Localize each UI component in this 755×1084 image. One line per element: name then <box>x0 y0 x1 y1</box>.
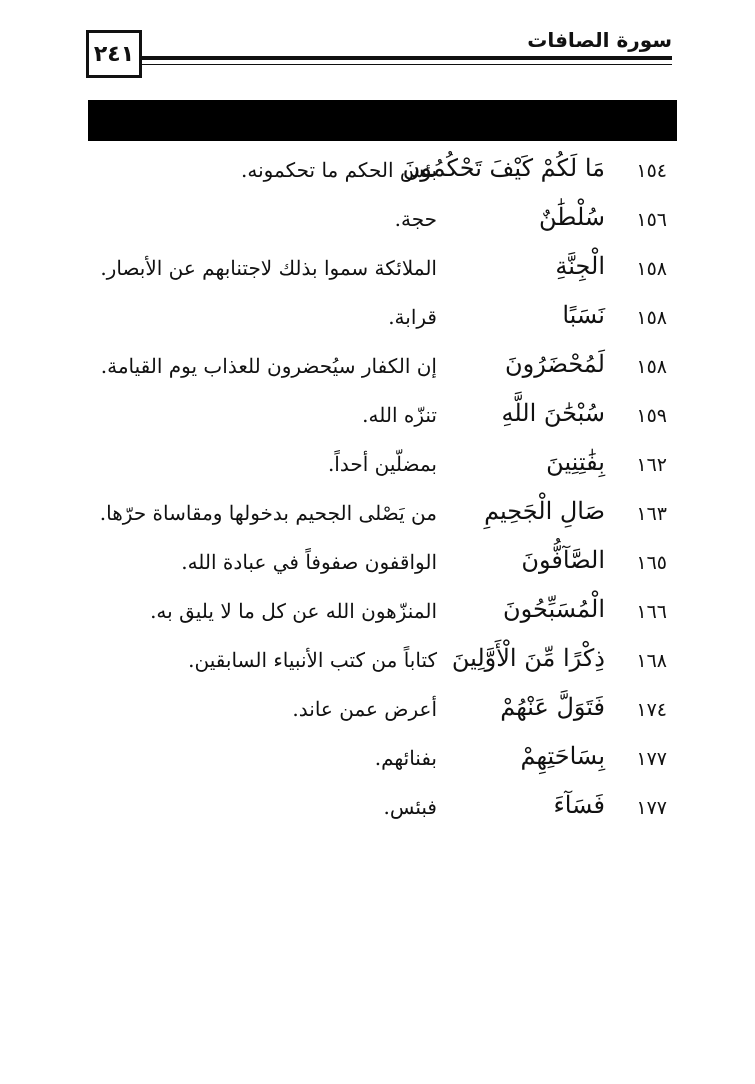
word-meaning: الواقفون صفوفاً في عبادة الله. <box>181 550 437 574</box>
word-meaning: بمضلّين أحداً. <box>327 452 437 476</box>
verse-number: ١٥٦ <box>636 209 667 231</box>
page-number-box <box>86 30 142 78</box>
list-item <box>0 542 755 591</box>
quran-word: بِسَاحَتِهِمْ <box>520 742 605 770</box>
quran-word: صَالِ الْجَحِيمِ <box>484 497 605 525</box>
header-rule-thick <box>136 56 672 60</box>
quran-word: فَتَوَلَّ عَنْهُمْ <box>500 693 605 721</box>
quran-word: سُلْطَٰنٌ <box>538 203 605 231</box>
word-meaning: فبئس. <box>383 795 437 819</box>
list-item <box>0 640 755 689</box>
word-meaning: الملائكة سموا بذلك لاجتنابهم عن الأبصار. <box>100 256 437 280</box>
word-meaning: قرابة. <box>388 305 437 329</box>
quran-word: نَسَبًا <box>562 301 605 329</box>
list-item <box>0 444 755 493</box>
list-item <box>0 395 755 444</box>
list-item <box>0 738 755 787</box>
list-item <box>0 493 755 542</box>
word-meaning: أعرض عمن عاند. <box>292 697 437 721</box>
verse-number: ١٥٤ <box>636 160 667 182</box>
quran-word: الْجِنَّةِ <box>555 252 605 280</box>
verse-number: ١٦٥ <box>636 552 667 574</box>
list-item <box>0 248 755 297</box>
verse-number: ١٦٨ <box>636 650 667 672</box>
page-number: ٢٤١ <box>93 41 135 67</box>
quran-word: الْمُسَبِّحُونَ <box>502 595 605 623</box>
header-rule-thin <box>136 64 672 65</box>
list-item <box>0 787 755 836</box>
word-meaning: بئس الحكم ما تحكمونه. <box>241 158 437 182</box>
list-item <box>0 199 755 248</box>
verse-number: ١٧٧ <box>636 748 667 770</box>
word-meaning: تنزّه الله. <box>362 403 437 427</box>
verse-number: ١٥٨ <box>636 307 667 329</box>
black-banner <box>88 100 677 141</box>
list-item <box>0 297 755 346</box>
word-meaning: إن الكفار سيُحضرون للعذاب يوم القيامة. <box>100 354 437 378</box>
list-item <box>0 689 755 738</box>
verse-number: ١٦٢ <box>636 454 667 476</box>
list-item <box>0 150 755 199</box>
quran-word: بِفَٰتِنِينَ <box>546 448 605 476</box>
verse-number: ١٥٨ <box>636 258 667 280</box>
quran-word: الصَّآفُّونَ <box>521 546 605 574</box>
verse-number: ١٦٦ <box>636 601 667 623</box>
verse-number: ١٦٣ <box>636 503 667 525</box>
quran-word: سُبْحَٰنَ اللَّهِ <box>501 399 605 427</box>
list-item <box>0 591 755 640</box>
surah-title: سورة الصافات <box>527 28 672 52</box>
verse-number: ١٧٧ <box>636 797 667 819</box>
quran-word: فَسَآءَ <box>553 791 605 819</box>
list-item <box>0 346 755 395</box>
word-meaning: من يَصْلى الجحيم بدخولها ومقاساة حرّها. <box>99 501 437 525</box>
word-meaning: بفنائهم. <box>374 746 437 770</box>
quran-word: لَمُحْضَرُونَ <box>505 350 605 378</box>
verse-number: ١٥٨ <box>636 356 667 378</box>
word-meaning: المنزّهون الله عن كل ما لا يليق به. <box>150 599 437 623</box>
verse-number: ١٥٩ <box>636 405 667 427</box>
quran-word: مَا لَكُمْ كَيْفَ تَحْكُمُونَ <box>402 154 605 182</box>
word-meaning: حجة. <box>394 207 437 231</box>
verse-number: ١٧٤ <box>636 699 667 721</box>
quran-word: ذِكْرًا مِّنَ الْأَوَّلِينَ <box>451 644 605 672</box>
entries-list <box>0 150 755 836</box>
word-meaning: كتاباً من كتب الأنبياء السابقين. <box>188 648 437 672</box>
